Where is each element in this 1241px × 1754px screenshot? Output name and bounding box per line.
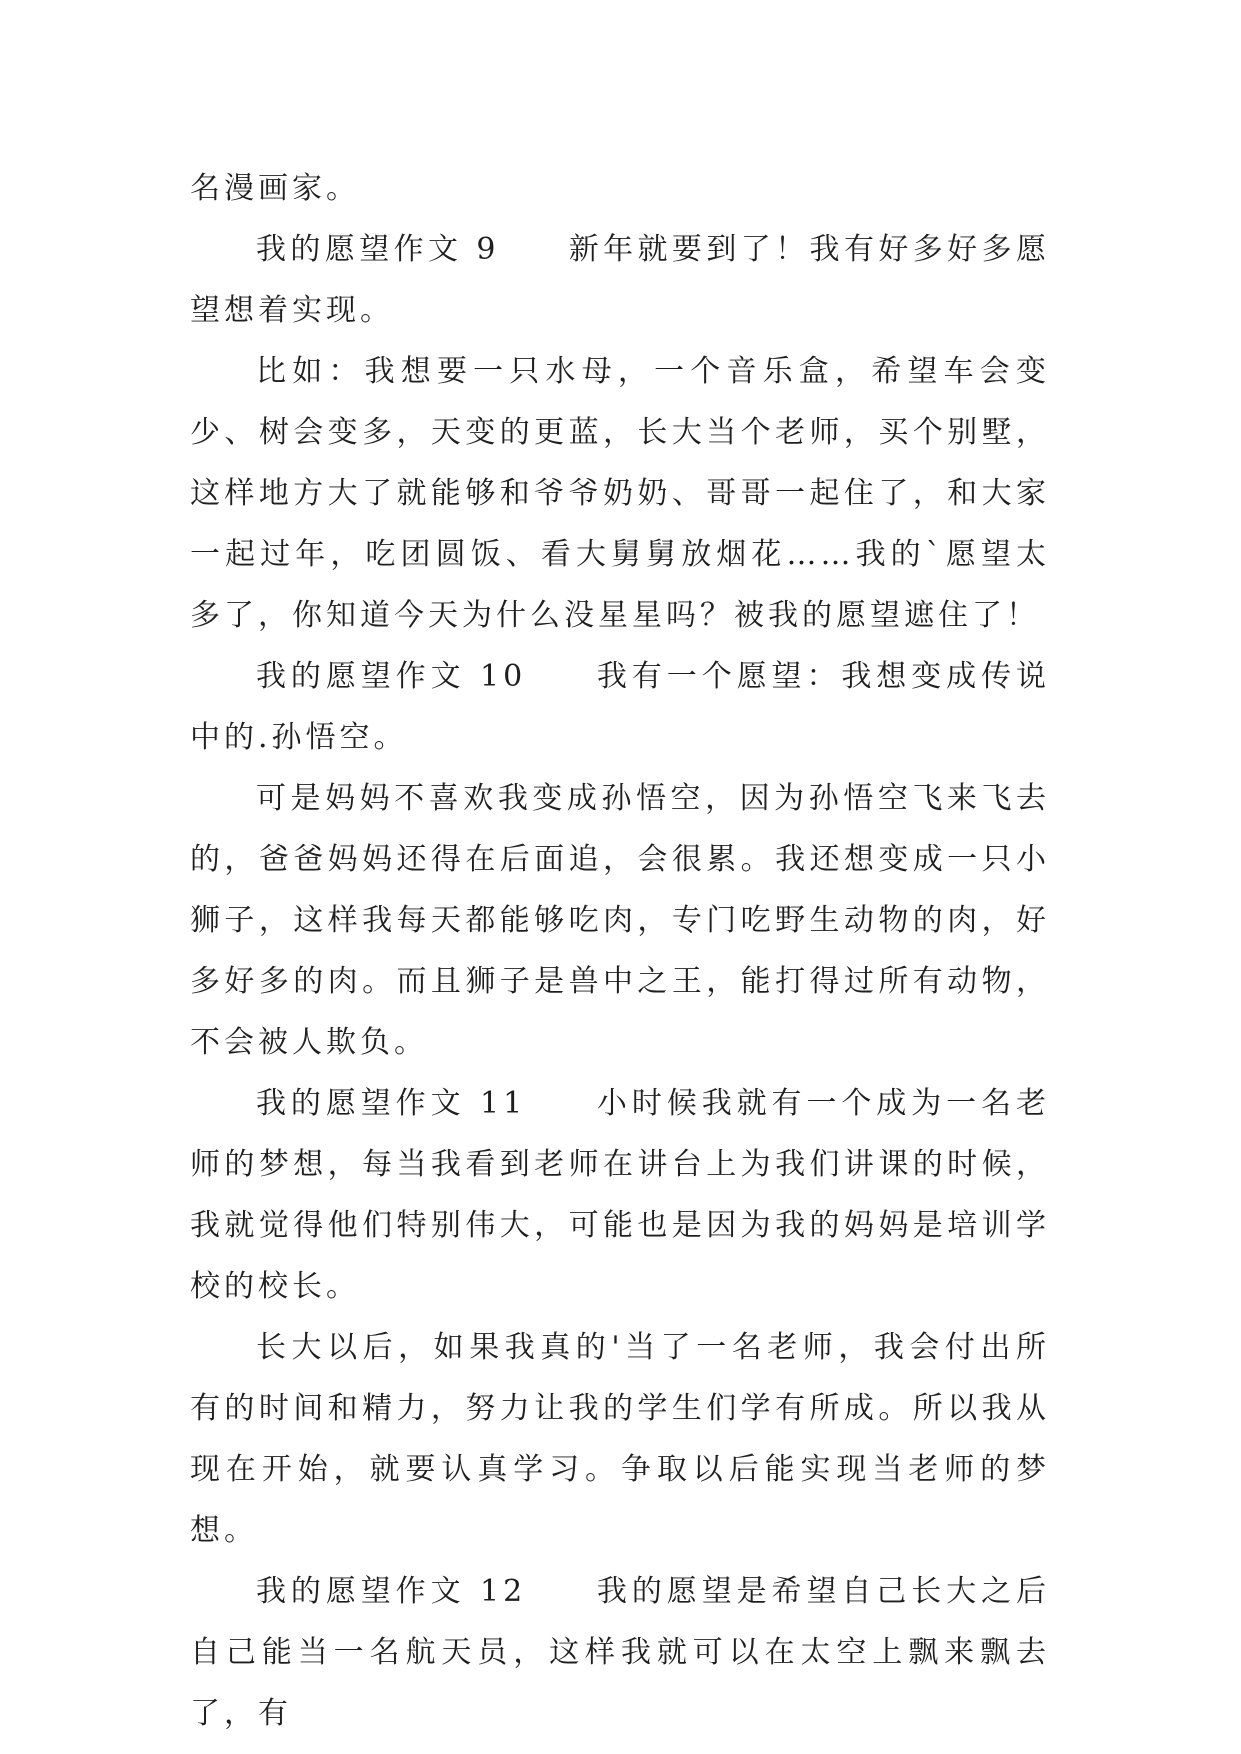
essay-9-heading-paragraph: 我的愿望作文 9 新年就要到了！我有好多好多愿望想着实现。 [190,232,1050,328]
essay-10-body-paragraph: 可是妈妈不喜欢我变成孙悟空，因为孙悟空飞来飞去的，爸爸妈妈还得在后面追，会很累。我还想变成一只小狮子，这样我每天都能够吃肉，专门吃野生动物的肉，好多好多的肉。而且狮子是兽中之王，能打得过所有动物，不会被人欺负。 [190,781,1050,1060]
essay-12-heading-paragraph: 我的愿望作文 12 我的愿望是希望自己长大之后自己能当一名航天员，这样我就可以在太空上飘来飘去了，有 [190,1574,1050,1731]
essay-11-body-paragraph: 长大以后，如果我真的'当了一名老师，我会付出所有的时间和精力，努力让我的学生们学有所成。所以我从现在开始，就要认真学习。争取以后能实现当老师的梦想。 [190,1330,1050,1548]
document-body [190,158,1050,1744]
essay-9-body-paragraph: 比如：我想要一只水母，一个音乐盒，希望车会变少、树会变多，天变的更蓝，长大当个老师，买个别墅，这样地方大了就能够和爷爷奶奶、哥哥一起住了，和大家一起过年，吃团圆饭、看大舅舅放烟花……我的`愿望太多了，你知道今天为什么没星星吗？被我的愿望遮住了！ [190,354,1050,633]
paragraph-continuation: 名漫画家。 [190,171,360,206]
essay-11-heading-paragraph: 我的愿望作文 11 小时候我就有一个成为一名老师的梦想，每当我看到老师在讲台上为我们讲课的时候，我就觉得他们特别伟大，可能也是因为我的妈妈是培训学校的校长。 [190,1086,1050,1304]
essay-10-heading-paragraph: 我的愿望作文 10 我有一个愿望：我想变成传说中的.孙悟空。 [190,659,1050,755]
